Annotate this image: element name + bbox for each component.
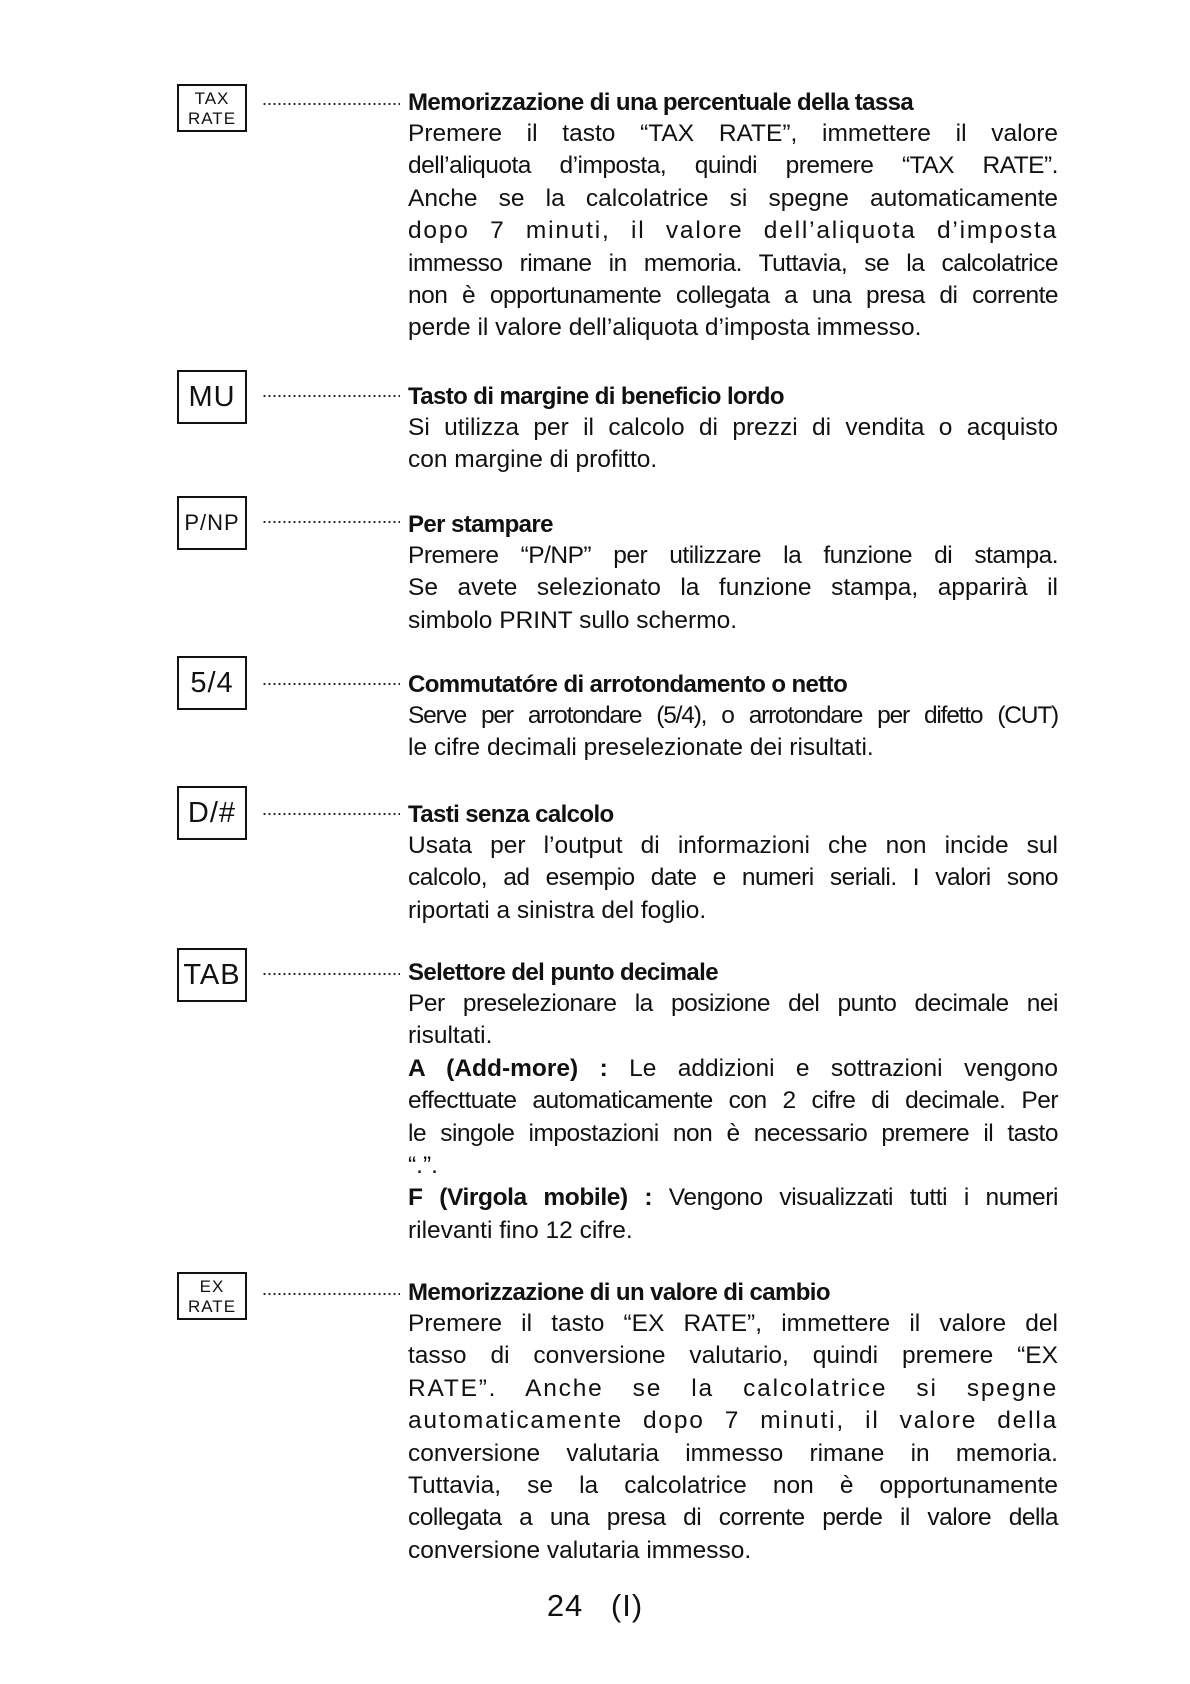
body-line: rilevanti fino 12 cifre. — [408, 1216, 633, 1244]
key-label-line: 5/4 — [190, 667, 234, 699]
body-line: dopo 7 minuti, il valore dell’aliquota d’imposta — [408, 217, 1058, 245]
body-line: conversione valutaria immesso rimane in memoria. — [408, 1439, 1058, 1467]
body-line: non è opportunamente collegata a una presa di corrente — [408, 282, 1058, 310]
dotted-leader — [262, 102, 400, 106]
key-label-line: D/# — [187, 797, 237, 829]
entry-text — [408, 88, 1058, 345]
entry-text — [408, 958, 1058, 1247]
body-line: Per preselezionare la posizione del punto decimale nei — [408, 990, 1058, 1017]
body-line: Anche se la calcolatrice si spegne automaticamente — [408, 184, 1058, 212]
entry-body — [408, 988, 1058, 1247]
body-line: effecttuate automaticamente con 2 cifre di decimale. Per — [408, 1087, 1058, 1115]
dotted-leader — [262, 394, 400, 398]
entry-title: Tasti senza calcolo — [408, 801, 614, 828]
body-line: Si utilizza per il calcolo di prezzi di vendita o acquisto — [408, 414, 1058, 441]
entry-text — [408, 800, 1058, 927]
print-key-icon — [177, 496, 247, 550]
entry-title: Memorizzazione di una percentuale della tassa — [408, 89, 914, 116]
entry-title: Tasto di margine di beneficio lordo — [408, 383, 784, 410]
body-line: Serve per arrotondare (5/4), o arrotondare per difetto (CUT) — [408, 702, 1058, 729]
option-a-label: A (Add-more) : — [408, 1054, 608, 1082]
body-line: Se avete selezionato la funzione stampa, apparirà il — [408, 574, 1058, 602]
page-language: (I) — [610, 1588, 644, 1623]
option-a-text: Le addizioni e sottrazioni vengono — [629, 1054, 1058, 1082]
body-line: le cifre decimali preselezionate dei risultati. — [408, 734, 874, 762]
option-a-line — [408, 1053, 1058, 1085]
dotted-leader — [262, 682, 400, 686]
body-line: RATE”. Anche se la calcolatrice si spegne — [408, 1374, 1058, 1402]
decimal-selector-icon — [177, 948, 247, 1002]
body-line: dell’aliquota d’imposta, quindi premere “TAX RATE”. — [408, 152, 1058, 180]
body-line: collegata a una presa di corrente perde il valore della — [408, 1504, 1058, 1532]
non-add-key-icon — [177, 786, 247, 840]
dotted-leader — [262, 520, 400, 524]
option-f-line — [408, 1182, 1058, 1214]
entry-body — [408, 1308, 1058, 1567]
body-line: riportati a sinistra del foglio. — [408, 896, 707, 924]
rounding-switch-icon — [177, 656, 247, 710]
body-line: “.”. — [408, 1152, 438, 1180]
entry-title: Per stampare — [408, 511, 553, 538]
entry-body — [408, 540, 1058, 637]
body-line: Premere il tasto “TAX RATE”, immettere il valore — [408, 120, 1058, 147]
body-line: Premere “P/NP” per utilizzare la funzione di stampa. — [408, 542, 1058, 569]
dotted-leader — [262, 972, 400, 976]
key-label-line: RATE — [187, 109, 237, 128]
body-line: risultati. — [408, 1022, 493, 1050]
entry-title: Selettore del punto decimale — [408, 959, 718, 986]
page-number — [0, 1588, 1190, 1624]
body-line: automaticamente dopo 7 minuti, il valore della — [408, 1407, 1058, 1435]
body-line: simbolo PRINT sullo schermo. — [408, 606, 738, 634]
body-line: calcolo, ad esempio date e numeri seriali. I valori sono — [408, 864, 1058, 892]
ex-rate-key-icon — [177, 1272, 247, 1320]
key-label-line: TAB — [183, 959, 241, 991]
body-line: conversione valutaria immesso. — [408, 1536, 752, 1564]
entry-title: Memorizzazione di un valore di cambio — [408, 1279, 830, 1306]
body-line: le singole impostazioni non è necessario premere il tasto — [408, 1119, 1058, 1147]
mu-key-icon — [177, 370, 247, 424]
key-label-line: P/NP — [184, 510, 240, 535]
entry-text — [408, 1278, 1058, 1567]
body-line: tasso di conversione valutario, quindi premere “EX — [408, 1342, 1058, 1370]
body-line: con margine di profitto. — [408, 446, 658, 474]
body-line: Usata per l’output di informazioni che non incide sul — [408, 832, 1058, 859]
key-label-line: EX — [199, 1277, 225, 1296]
key-label-line: TAX — [194, 89, 230, 108]
entry-body — [408, 830, 1058, 927]
body-line: perde il valore dell’aliquota d’imposta immesso. — [408, 314, 922, 342]
key-label-line: MU — [188, 381, 236, 413]
body-line: Premere il tasto “EX RATE”, immettere il valore del — [408, 1310, 1058, 1337]
entry-body — [408, 118, 1058, 345]
entry-text — [408, 382, 1058, 477]
key-label-line: RATE — [187, 1297, 237, 1316]
dotted-leader — [262, 812, 400, 816]
body-line: Tuttavia, se la calcolatrice non è opportunamente — [408, 1472, 1058, 1500]
tax-rate-key-icon — [177, 84, 247, 132]
entry-body — [408, 700, 1058, 765]
entry-body — [408, 412, 1058, 477]
option-f-label: F (Virgola mobile) : — [408, 1184, 653, 1212]
entry-title: Commutatóre di arrotondamento o netto — [408, 671, 848, 698]
body-line: immesso rimane in memoria. Tuttavia, se la calcolatrice — [408, 249, 1058, 277]
option-f-text: Vengono visualizzati tutti i numeri — [668, 1184, 1058, 1212]
dotted-leader — [262, 1292, 400, 1296]
entry-text — [408, 670, 1058, 765]
page-number-value: 24 — [546, 1588, 584, 1623]
entry-text — [408, 510, 1058, 637]
